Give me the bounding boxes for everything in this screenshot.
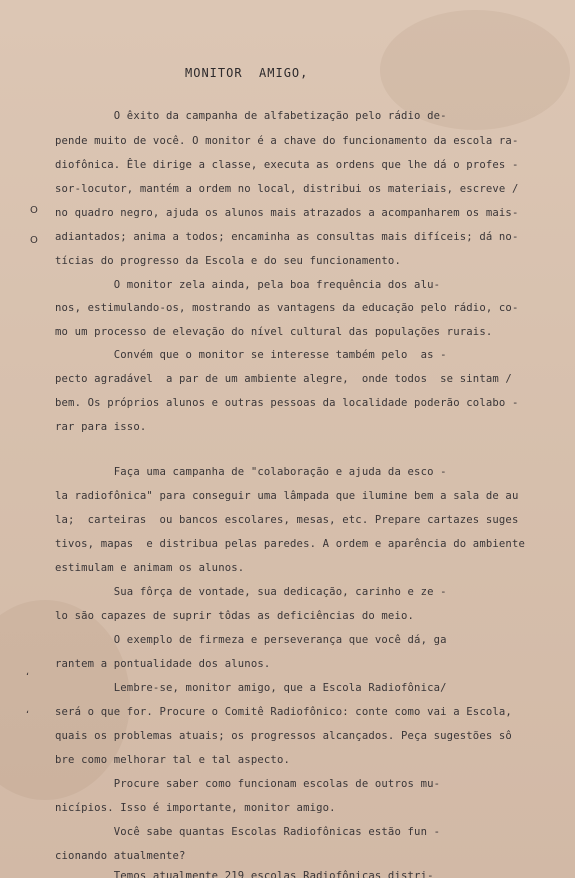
text-line: Sua fôrça de vontade, sua dedicação, carinho e ze - <box>55 586 447 598</box>
text-line: será o que for. Procure o Comitê Radiofônico: conte como vai a Escola, <box>55 706 512 718</box>
text-line: Lembre-se, monitor amigo, que a Escola Radiofônica/ <box>55 682 447 694</box>
text-line: rantem a pontualidade dos alunos. <box>55 658 271 670</box>
text-line: diofônica. Êle dirige a classe, executa as ordens que lhe dá o profes - <box>55 159 519 171</box>
text-line: nos, estimulando-os, mostrando as vantagens da educação pelo rádio, co- <box>55 302 519 314</box>
text-line: nicípios. Isso é importante, monitor amigo. <box>55 802 336 814</box>
margin-mark: ʻ <box>26 710 30 721</box>
text-line: no quadro negro, ajuda os alunos mais atrazados a acompanharem os mais- <box>55 207 519 219</box>
text-line: Convém que o monitor se interesse também pelo as - <box>55 349 447 361</box>
text-line: O êxito da campanha de alfabetização pelo rádio de- <box>55 110 447 122</box>
text-line: pecto agradável a par de um ambiente alegre, onde todos se sintam / <box>55 373 512 385</box>
text-line: lo são capazes de suprir tôdas as deficiências do meio. <box>55 610 415 622</box>
text-line: Procure saber como funcionam escolas de outros mu- <box>55 778 441 790</box>
margin-mark: ʻ <box>26 672 30 683</box>
page-title: MONITOR AMIGO, <box>185 66 309 80</box>
text-line: rar para isso. <box>55 421 147 433</box>
punch-hole-mark: O <box>30 205 38 216</box>
text-line: mo um processo de elevação do nível cultural das populações rurais. <box>55 326 493 338</box>
text-line: bre como melhorar tal e tal aspecto. <box>55 754 291 766</box>
text-line: estimulam e animam os alunos. <box>55 562 245 574</box>
text-line: O exemplo de firmeza e perseverança que você dá, ga <box>55 634 447 646</box>
punch-hole-mark: O <box>30 235 38 246</box>
text-line: la; carteiras ou bancos escolares, mesas, etc. Prepare cartazes suges <box>55 514 519 526</box>
text-line: tícias do progresso da Escola e do seu funcionamento. <box>55 255 401 267</box>
text-line: bem. Os próprios alunos e outras pessoas da localidade poderão colabo - <box>55 397 519 409</box>
text-line: adiantados; anima a todos; encaminha as consultas mais difíceis; dá no- <box>55 231 519 243</box>
text-line: Faça uma campanha de "colaboração e ajuda da esco - <box>55 466 447 478</box>
paper-stain <box>0 600 130 800</box>
text-line: Você sabe quantas Escolas Radiofônicas estão fun - <box>55 826 441 838</box>
text-line: Temos atualmente 219 escolas Radiofônicas distri- <box>55 870 434 878</box>
text-line: sor-locutor, mantém a ordem no local, distribui os materiais, escreve / <box>55 183 519 195</box>
text-line: pende muito de você. O monitor é a chave do funcionamento da escola ra- <box>55 135 519 147</box>
text-line: quais os problemas atuais; os progressos alcançados. Peça sugestões sô <box>55 730 512 742</box>
text-line: O monitor zela ainda, pela boa frequência dos alu- <box>55 279 441 291</box>
text-line: la radiofônica" para conseguir uma lâmpada que ilumine bem a sala de au <box>55 490 519 502</box>
text-line: cionando atualmente? <box>55 850 186 862</box>
text-line: tivos, mapas e distribua pelas paredes. A ordem e aparência do ambiente <box>55 538 526 550</box>
